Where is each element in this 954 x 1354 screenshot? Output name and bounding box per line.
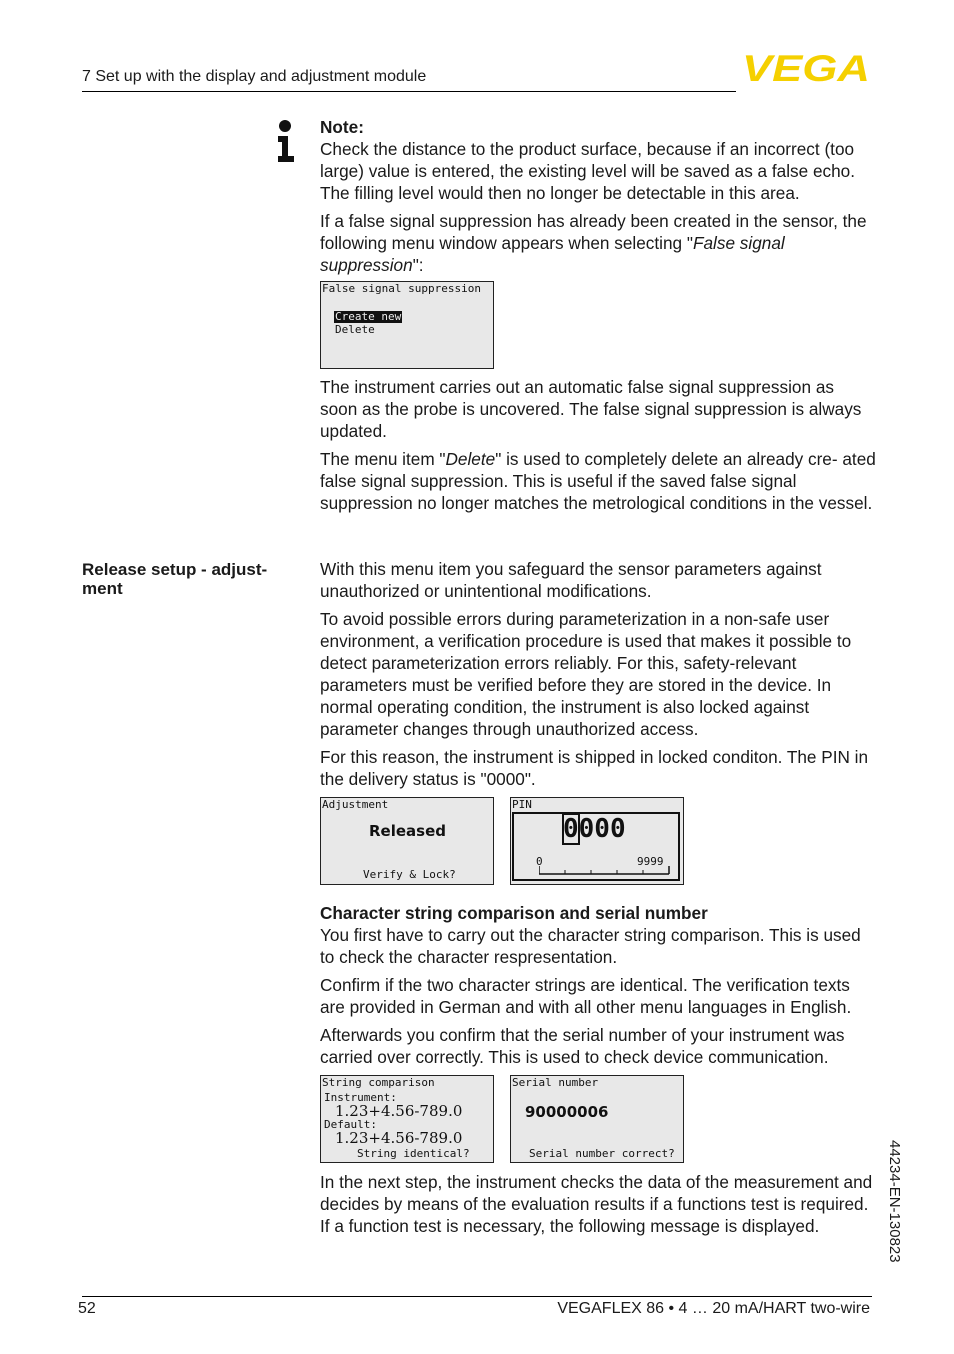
adjustment-screen	[320, 797, 494, 885]
pin-scale-min: 0	[536, 855, 543, 868]
verify-lock-prompt: Verify & Lock?	[363, 868, 456, 881]
subheading: Character string comparison and serial number	[320, 903, 708, 923]
side-label-release-setup: Release setup - adjust- ment	[82, 560, 268, 598]
automatic-block	[320, 376, 876, 514]
document-code: 44234-EN-130823	[886, 1140, 903, 1263]
false-signal-screen	[320, 281, 494, 369]
screen-title: False signal suppression	[322, 282, 481, 295]
info-icon	[276, 120, 296, 162]
default-label: Default:	[324, 1118, 377, 1131]
string-block	[320, 902, 876, 1068]
release-block	[320, 558, 876, 790]
string-paragraph-3: Afterwards you confirm that the serial number of your instrument was carried over correctly. This is used to check device communication.	[320, 1025, 845, 1067]
string-identical-prompt: String identical?	[357, 1147, 470, 1160]
note-title: Note:	[320, 117, 364, 137]
section-header: 7 Set up with the display and adjustment module	[82, 68, 427, 85]
false-signal-paragraph: If a false signal suppression has already been created in the sensor, the following menu window appears when selecting "False signal suppression":	[320, 211, 867, 275]
instrument-label: Instrument:	[324, 1091, 397, 1104]
pin-scale-max: 9999	[637, 855, 664, 868]
header-divider	[82, 91, 736, 92]
string-paragraph-1: You first have to carry out the character string comparison. This is used to check the character respresentation.	[320, 925, 861, 967]
screen-title: Adjustment	[322, 798, 389, 811]
serial-number-screen	[510, 1075, 684, 1163]
pin-scale-ruler	[539, 866, 671, 876]
serial-value: 90000006	[525, 1103, 609, 1121]
page-number: 52	[78, 1300, 96, 1317]
automatic-paragraph: The instrument carries out an automatic false signal suppression as soon as the probe is uncovered. The false signal suppression is always updated.	[320, 377, 862, 441]
release-paragraph-2: To avoid possible errors during parameterization in a non-safe user environment, a verification procedure is used that makes it possible to detect parameterization errors reliably. For this, safety-relevant parameters must be verified before they are stored in the device. In normal operating condition, the instrument is also locked against parameter changes through unauthorized access.	[320, 609, 852, 739]
footer-divider	[82, 1296, 872, 1297]
status-released: Released	[369, 822, 446, 840]
string-paragraph-2: Confirm if the two character strings are identical. The verification texts are provided in German and with all other menu languages in English.	[320, 975, 852, 1017]
screen-title: Serial number	[512, 1076, 599, 1089]
vega-logo	[742, 52, 872, 84]
default-value: 1.23+4.56-789.0	[335, 1129, 463, 1147]
release-paragraph-1: With this menu item you safeguard the sensor parameters against unauthorized or unintentional modifications.	[320, 559, 822, 601]
note-text: Check the distance to the product surface, because if an incorrect (too large) value is entered, the existing level will be saved as a false echo. The filling level would then no longer be detectable in this area.	[320, 139, 856, 203]
menu-item-delete: Delete	[335, 323, 375, 336]
screen-title: PIN	[512, 798, 532, 811]
next-step-block	[320, 1171, 876, 1237]
serial-correct-prompt: Serial number correct?	[529, 1147, 675, 1160]
menu-item-create-new: Create new	[335, 310, 402, 323]
next-step-paragraph: In the next step, the instrument checks the data of the measurement and decides by means of the evaluation results if a functions test is required. If a function test is necessary, the following message is displayed.	[320, 1172, 873, 1236]
string-comparison-screen	[320, 1075, 494, 1163]
release-paragraph-3: For this reason, the instrument is shipped in locked conditon. The PIN in the delivery status is "0000".	[320, 747, 869, 789]
pin-screen	[510, 797, 684, 885]
screen-title: String comparison	[322, 1076, 435, 1089]
footer-product: VEGAFLEX 86 • 4 … 20 mA/HART two-wire	[557, 1300, 870, 1317]
delete-paragraph: The menu item "Delete" is used to completely delete an already cre- ated false signal suppression. This is useful if the saved false signal suppression no longer matches the metrological conditions in the vessel.	[320, 449, 876, 513]
note-block	[320, 116, 876, 276]
pin-value: 0000	[563, 814, 626, 844]
logo-text: VEGA	[742, 52, 870, 84]
instrument-value: 1.23+4.56-789.0	[335, 1102, 463, 1120]
